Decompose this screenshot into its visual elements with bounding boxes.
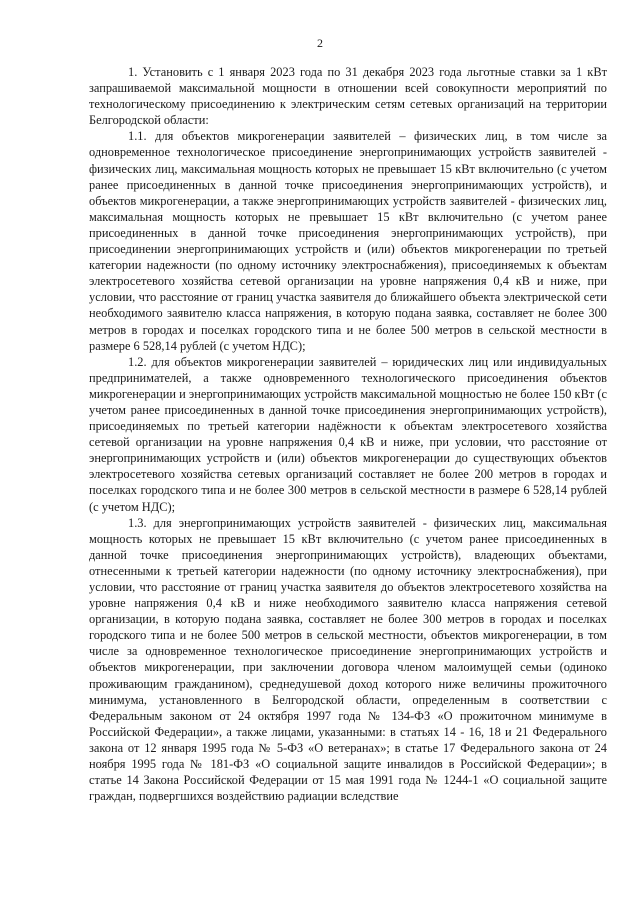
paragraph-1-1: 1.1. для объектов микрогенерации заявителей – физических лиц, в том числе за одновременное технологическое присоединение энергопринимающих устройств заявителей - физических лиц, максимальная мощность которых не превышает 15 кВт включительно (с учетом ранее присоединенных в данной точке присоединения энергопринимающих устройств), и объектов микрогенерации, а также энергопринимающих устройств заявителей - физических лиц, максимальная мощность которых не превышает 15 кВт включительно (с учетом ранее присоединенных в данной точке присоединения энергопринимающих устройств), при присоединении энергопринимающих устройств и (или) объектов микрогенерации по третьей категории надежности (по одному источнику электроснабжения), присоединяемых к объектам электросетевого хозяйства сетевой организации на уровне напряжения 0,4 кВ и ниже, при условии, что расстояние от границ участка заявителя до ближайшего объекта электрической сети необходимого заявителю класса напряжения, в которую подана заявка, составляет не более 300 метров в городах и поселках городского типа и не более 500 метров в сельской местности в размере 6 528,14 рублей (с учетом НДС); xyxy=(89,129,607,353)
document-body xyxy=(89,64,607,804)
page-number: 2 xyxy=(317,36,323,50)
paragraph-1: 1. Установить с 1 января 2023 года по 31 декабря 2023 года льготные ставки за 1 кВт запрашиваемой максимальной мощности в отношении всей совокупности мероприятий по технологическому присоединению к электрическим сетям сетевых организаций на территории Белгородской области: xyxy=(89,65,607,128)
paragraph-1-3: 1.3. для энергопринимающих устройств заявителей - физических лиц, максимальная мощность которых не превышает 15 кВт включительно (с учетом ранее присоединенных в данной точке присоединения энергопринимающих устройств), владеющих объектами, отнесенными к третьей категории надежности (по одному источнику электроснабжения), при условии, что расстояние от границ участка заявителя до объектов электросетевого хозяйства на уровне напряжения 0,4 кВ и ниже необходимого заявителю класса напряжения сетевой организации, в которую подана заявка, составляет не более 300 метров в городах и поселках городского типа и не более 500 метров в сельской местности, объектов микрогенерации, в том числе за одновременное технологическое присоединение энергопринимающих устройств и объектов микрогенерации, при заключении договора членом малоимущей семьи (одиноко проживающим гражданином), среднедушевой доход которого ниже величины прожиточного минимума, установленного в Белгородской области, определенным в соответствии с Федеральным законом от 24 октября 1997 года № 134-ФЗ «О прожиточном минимуме в Российской Федерации», а также лицами, указанными: в статьях 14 - 16, 18 и 21 Федерального закона от 12 января 1995 года № 5-ФЗ «О ветеранах»; в статье 17 Федерального закона от 24 ноября 1995 года № 181-ФЗ «О социальной защите инвалидов в Российской Федерации»; в статье 14 Закона Российской Федерации от 15 мая 1991 года № 1244-1 «О социальной защите граждан, подвергшихся воздействию радиации вследствие xyxy=(89,515,607,804)
paragraph-1-2: 1.2. для объектов микрогенерации заявителей – юридических лиц или индивидуальных предпринимателей, а также одновременного технологического присоединения объектов микрогенерации и энергопринимающих устройств максимальной мощностью не более 150 кВт (с учетом ранее присоединенных в данной точке присоединения энергопринимающих устройств), присоединяемых по третьей категории надёжности к объектам электросетевого хозяйства сетевой организации на уровне напряжения 0,4 кВ и ниже, при условии, что расстояние от энергопринимающих устройств и (или) объектов микрогенерации до существующих объектов электросетевого хозяйства сетевых организаций составляет не более 200 метров в городах и поселках городского типа и не более 300 метров в сельской местности в размере 6 528,14 рублей (с учетом НДС); xyxy=(89,354,607,514)
